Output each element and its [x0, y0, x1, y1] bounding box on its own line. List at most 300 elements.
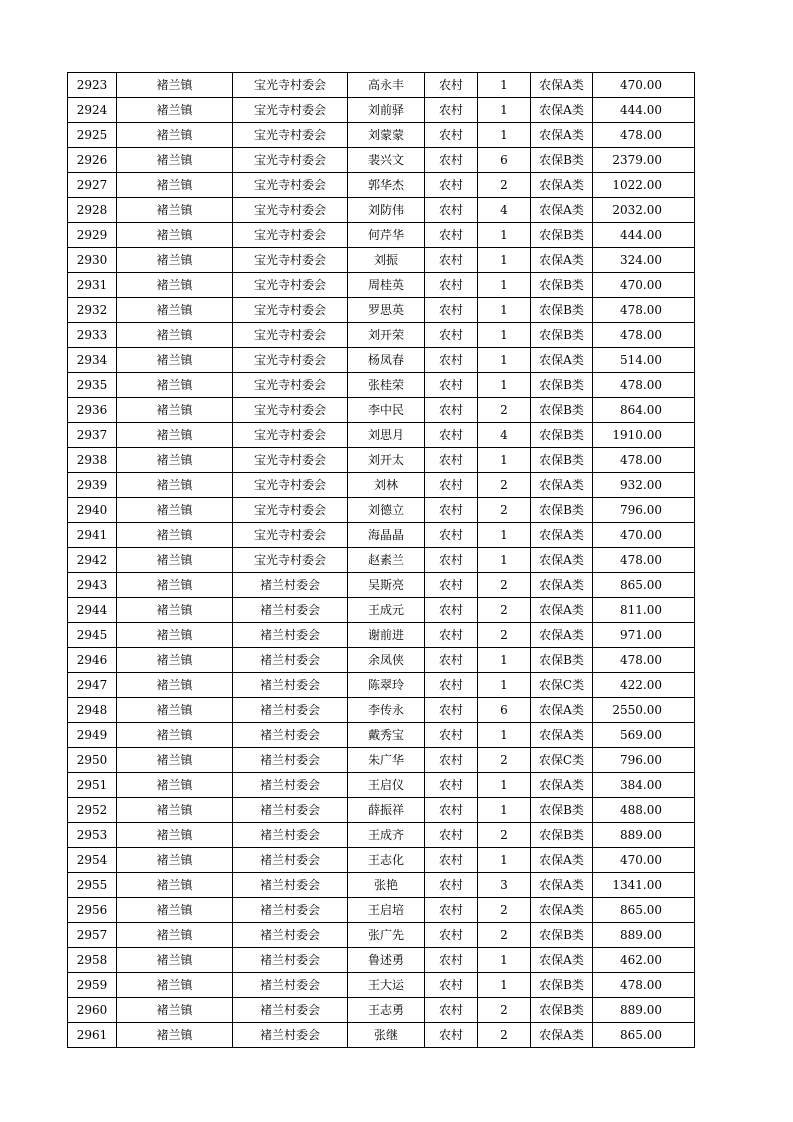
household-type-cell: 农村: [425, 848, 478, 873]
amount-cell: 470.00: [593, 523, 695, 548]
table-row: [68, 123, 695, 148]
serial-number-cell: 2947: [68, 673, 117, 698]
category-cell: 农保B类: [531, 323, 593, 348]
amount-cell: 796.00: [593, 498, 695, 523]
table-row: [68, 623, 695, 648]
person-count-cell: 2: [478, 623, 531, 648]
category-cell: 农保A类: [531, 198, 593, 223]
amount-cell: 488.00: [593, 798, 695, 823]
village-committee-cell: 宝光寺村委会: [233, 398, 348, 423]
amount-cell: 514.00: [593, 348, 695, 373]
table-row: [68, 848, 695, 873]
town-cell: 褚兰镇: [117, 423, 233, 448]
category-cell: 农保B类: [531, 923, 593, 948]
table-row: [68, 323, 695, 348]
serial-number-cell: 2959: [68, 973, 117, 998]
village-committee-cell: 宝光寺村委会: [233, 173, 348, 198]
category-cell: 农保A类: [531, 898, 593, 923]
amount-cell: 478.00: [593, 548, 695, 573]
village-committee-cell: 褚兰村委会: [233, 1023, 348, 1048]
table-row: [68, 73, 695, 98]
person-count-cell: 2: [478, 598, 531, 623]
serial-number-cell: 2950: [68, 748, 117, 773]
table-row: [68, 173, 695, 198]
person-count-cell: 1: [478, 348, 531, 373]
serial-number-cell: 2956: [68, 898, 117, 923]
person-count-cell: 1: [478, 948, 531, 973]
amount-cell: 1910.00: [593, 423, 695, 448]
town-cell: 褚兰镇: [117, 998, 233, 1023]
person-count-cell: 2: [478, 398, 531, 423]
name-cell: 王启培: [348, 898, 425, 923]
table-row: [68, 498, 695, 523]
person-count-cell: 1: [478, 73, 531, 98]
village-committee-cell: 宝光寺村委会: [233, 248, 348, 273]
town-cell: 褚兰镇: [117, 473, 233, 498]
serial-number-cell: 2948: [68, 698, 117, 723]
town-cell: 褚兰镇: [117, 673, 233, 698]
town-cell: 褚兰镇: [117, 448, 233, 473]
category-cell: 农保B类: [531, 998, 593, 1023]
village-committee-cell: 褚兰村委会: [233, 723, 348, 748]
table-row: [68, 448, 695, 473]
category-cell: 农保B类: [531, 448, 593, 473]
town-cell: 褚兰镇: [117, 573, 233, 598]
amount-cell: 864.00: [593, 398, 695, 423]
serial-number-cell: 2960: [68, 998, 117, 1023]
table-row: [68, 898, 695, 923]
category-cell: 农保B类: [531, 398, 593, 423]
name-cell: 赵素兰: [348, 548, 425, 573]
person-count-cell: 1: [478, 773, 531, 798]
town-cell: 褚兰镇: [117, 923, 233, 948]
serial-number-cell: 2946: [68, 648, 117, 673]
person-count-cell: 3: [478, 873, 531, 898]
category-cell: 农保A类: [531, 348, 593, 373]
name-cell: 王启仪: [348, 773, 425, 798]
village-committee-cell: 宝光寺村委会: [233, 423, 348, 448]
village-committee-cell: 褚兰村委会: [233, 623, 348, 648]
town-cell: 褚兰镇: [117, 798, 233, 823]
table-row: [68, 673, 695, 698]
table-row: [68, 273, 695, 298]
village-committee-cell: 褚兰村委会: [233, 873, 348, 898]
village-committee-cell: 宝光寺村委会: [233, 198, 348, 223]
person-count-cell: 1: [478, 373, 531, 398]
serial-number-cell: 2927: [68, 173, 117, 198]
name-cell: 张桂荣: [348, 373, 425, 398]
serial-number-cell: 2933: [68, 323, 117, 348]
amount-cell: 478.00: [593, 298, 695, 323]
town-cell: 褚兰镇: [117, 698, 233, 723]
amount-cell: 865.00: [593, 573, 695, 598]
person-count-cell: 1: [478, 273, 531, 298]
town-cell: 褚兰镇: [117, 173, 233, 198]
village-committee-cell: 宝光寺村委会: [233, 498, 348, 523]
person-count-cell: 1: [478, 648, 531, 673]
table-row: [68, 223, 695, 248]
household-type-cell: 农村: [425, 698, 478, 723]
name-cell: 罗思英: [348, 298, 425, 323]
person-count-cell: 2: [478, 573, 531, 598]
category-cell: 农保A类: [531, 98, 593, 123]
amount-cell: 478.00: [593, 323, 695, 348]
name-cell: 刘开太: [348, 448, 425, 473]
village-committee-cell: 宝光寺村委会: [233, 548, 348, 573]
table-row: [68, 648, 695, 673]
category-cell: 农保B类: [531, 148, 593, 173]
name-cell: 王成齐: [348, 823, 425, 848]
town-cell: 褚兰镇: [117, 823, 233, 848]
table-row: [68, 548, 695, 573]
town-cell: 褚兰镇: [117, 498, 233, 523]
name-cell: 谢前进: [348, 623, 425, 648]
table-row: [68, 748, 695, 773]
town-cell: 褚兰镇: [117, 148, 233, 173]
village-committee-cell: 宝光寺村委会: [233, 298, 348, 323]
amount-cell: 470.00: [593, 73, 695, 98]
amount-cell: 470.00: [593, 273, 695, 298]
amount-cell: 2032.00: [593, 198, 695, 223]
village-committee-cell: 褚兰村委会: [233, 698, 348, 723]
name-cell: 刘蒙蒙: [348, 123, 425, 148]
household-type-cell: 农村: [425, 673, 478, 698]
name-cell: 何芹华: [348, 223, 425, 248]
serial-number-cell: 2941: [68, 523, 117, 548]
category-cell: 农保A类: [531, 773, 593, 798]
amount-cell: 384.00: [593, 773, 695, 798]
household-type-cell: 农村: [425, 498, 478, 523]
name-cell: 余凤侠: [348, 648, 425, 673]
town-cell: 褚兰镇: [117, 773, 233, 798]
table-row: [68, 698, 695, 723]
household-type-cell: 农村: [425, 473, 478, 498]
serial-number-cell: 2923: [68, 73, 117, 98]
household-type-cell: 农村: [425, 248, 478, 273]
name-cell: 裴兴文: [348, 148, 425, 173]
person-count-cell: 2: [478, 823, 531, 848]
amount-cell: 478.00: [593, 973, 695, 998]
category-cell: 农保B类: [531, 498, 593, 523]
person-count-cell: 1: [478, 673, 531, 698]
serial-number-cell: 2961: [68, 1023, 117, 1048]
household-type-cell: 农村: [425, 723, 478, 748]
person-count-cell: 2: [478, 173, 531, 198]
category-cell: 农保A类: [531, 548, 593, 573]
town-cell: 褚兰镇: [117, 98, 233, 123]
table-row: [68, 598, 695, 623]
name-cell: 张继: [348, 1023, 425, 1048]
serial-number-cell: 2926: [68, 148, 117, 173]
town-cell: 褚兰镇: [117, 123, 233, 148]
town-cell: 褚兰镇: [117, 223, 233, 248]
person-count-cell: 1: [478, 848, 531, 873]
amount-cell: 444.00: [593, 223, 695, 248]
category-cell: 农保A类: [531, 248, 593, 273]
name-cell: 李中民: [348, 398, 425, 423]
person-count-cell: 2: [478, 998, 531, 1023]
category-cell: 农保A类: [531, 473, 593, 498]
household-type-cell: 农村: [425, 398, 478, 423]
category-cell: 农保A类: [531, 698, 593, 723]
serial-number-cell: 2932: [68, 298, 117, 323]
name-cell: 刘德立: [348, 498, 425, 523]
name-cell: 薛振祥: [348, 798, 425, 823]
town-cell: 褚兰镇: [117, 398, 233, 423]
serial-number-cell: 2929: [68, 223, 117, 248]
household-type-cell: 农村: [425, 348, 478, 373]
name-cell: 陈翠玲: [348, 673, 425, 698]
household-type-cell: 农村: [425, 173, 478, 198]
person-count-cell: 1: [478, 123, 531, 148]
person-count-cell: 2: [478, 1023, 531, 1048]
village-committee-cell: 宝光寺村委会: [233, 448, 348, 473]
village-committee-cell: 褚兰村委会: [233, 998, 348, 1023]
person-count-cell: 6: [478, 148, 531, 173]
table-row: [68, 773, 695, 798]
category-cell: 农保A类: [531, 173, 593, 198]
amount-cell: 462.00: [593, 948, 695, 973]
village-committee-cell: 宝光寺村委会: [233, 473, 348, 498]
amount-cell: 932.00: [593, 473, 695, 498]
town-cell: 褚兰镇: [117, 723, 233, 748]
name-cell: 王大运: [348, 973, 425, 998]
amount-cell: 889.00: [593, 998, 695, 1023]
serial-number-cell: 2936: [68, 398, 117, 423]
amount-cell: 324.00: [593, 248, 695, 273]
amount-cell: 422.00: [593, 673, 695, 698]
person-count-cell: 6: [478, 698, 531, 723]
household-type-cell: 农村: [425, 73, 478, 98]
category-cell: 农保B类: [531, 823, 593, 848]
table-row: [68, 298, 695, 323]
name-cell: 刘开荣: [348, 323, 425, 348]
serial-number-cell: 2942: [68, 548, 117, 573]
town-cell: 褚兰镇: [117, 648, 233, 673]
name-cell: 张广先: [348, 923, 425, 948]
village-committee-cell: 宝光寺村委会: [233, 123, 348, 148]
table-row: [68, 248, 695, 273]
serial-number-cell: 2958: [68, 948, 117, 973]
serial-number-cell: 2951: [68, 773, 117, 798]
name-cell: 杨凤春: [348, 348, 425, 373]
category-cell: 农保C类: [531, 748, 593, 773]
household-type-cell: 农村: [425, 198, 478, 223]
town-cell: 褚兰镇: [117, 1023, 233, 1048]
town-cell: 褚兰镇: [117, 73, 233, 98]
town-cell: 褚兰镇: [117, 373, 233, 398]
household-type-cell: 农村: [425, 948, 478, 973]
roster-body: [68, 73, 695, 1048]
serial-number-cell: 2955: [68, 873, 117, 898]
amount-cell: 478.00: [593, 448, 695, 473]
amount-cell: 865.00: [593, 898, 695, 923]
village-committee-cell: 宝光寺村委会: [233, 373, 348, 398]
person-count-cell: 1: [478, 223, 531, 248]
household-type-cell: 农村: [425, 598, 478, 623]
category-cell: 农保A类: [531, 73, 593, 98]
person-count-cell: 1: [478, 973, 531, 998]
village-committee-cell: 宝光寺村委会: [233, 348, 348, 373]
person-count-cell: 2: [478, 898, 531, 923]
household-type-cell: 农村: [425, 1023, 478, 1048]
village-committee-cell: 宝光寺村委会: [233, 323, 348, 348]
name-cell: 朱广华: [348, 748, 425, 773]
roster-table: [67, 72, 695, 1048]
town-cell: 褚兰镇: [117, 623, 233, 648]
category-cell: 农保A类: [531, 1023, 593, 1048]
person-count-cell: 1: [478, 523, 531, 548]
household-type-cell: 农村: [425, 873, 478, 898]
serial-number-cell: 2931: [68, 273, 117, 298]
category-cell: 农保A类: [531, 598, 593, 623]
table-row: [68, 523, 695, 548]
serial-number-cell: 2954: [68, 848, 117, 873]
category-cell: 农保B类: [531, 423, 593, 448]
table-row: [68, 823, 695, 848]
table-row: [68, 798, 695, 823]
village-committee-cell: 宝光寺村委会: [233, 148, 348, 173]
household-type-cell: 农村: [425, 298, 478, 323]
table-row: [68, 373, 695, 398]
person-count-cell: 1: [478, 323, 531, 348]
village-committee-cell: 宝光寺村委会: [233, 273, 348, 298]
town-cell: 褚兰镇: [117, 523, 233, 548]
town-cell: 褚兰镇: [117, 973, 233, 998]
person-count-cell: 4: [478, 198, 531, 223]
category-cell: 农保B类: [531, 298, 593, 323]
household-type-cell: 农村: [425, 223, 478, 248]
town-cell: 褚兰镇: [117, 323, 233, 348]
household-type-cell: 农村: [425, 798, 478, 823]
village-committee-cell: 褚兰村委会: [233, 798, 348, 823]
household-type-cell: 农村: [425, 548, 478, 573]
name-cell: 张艳: [348, 873, 425, 898]
category-cell: 农保A类: [531, 848, 593, 873]
person-count-cell: 1: [478, 98, 531, 123]
serial-number-cell: 2952: [68, 798, 117, 823]
village-committee-cell: 褚兰村委会: [233, 573, 348, 598]
category-cell: 农保A类: [531, 873, 593, 898]
person-count-cell: 4: [478, 423, 531, 448]
person-count-cell: 1: [478, 248, 531, 273]
town-cell: 褚兰镇: [117, 848, 233, 873]
serial-number-cell: 2944: [68, 598, 117, 623]
name-cell: 高永丰: [348, 73, 425, 98]
person-count-cell: 2: [478, 923, 531, 948]
person-count-cell: 1: [478, 548, 531, 573]
village-committee-cell: 褚兰村委会: [233, 748, 348, 773]
person-count-cell: 1: [478, 798, 531, 823]
serial-number-cell: 2949: [68, 723, 117, 748]
household-type-cell: 农村: [425, 998, 478, 1023]
name-cell: 戴秀宝: [348, 723, 425, 748]
table-row: [68, 198, 695, 223]
amount-cell: 478.00: [593, 123, 695, 148]
table-row: [68, 348, 695, 373]
category-cell: 农保A类: [531, 523, 593, 548]
table-row: [68, 98, 695, 123]
town-cell: 褚兰镇: [117, 598, 233, 623]
household-type-cell: 农村: [425, 623, 478, 648]
village-committee-cell: 褚兰村委会: [233, 823, 348, 848]
category-cell: 农保A类: [531, 623, 593, 648]
household-type-cell: 农村: [425, 923, 478, 948]
village-committee-cell: 褚兰村委会: [233, 923, 348, 948]
name-cell: 王志勇: [348, 998, 425, 1023]
town-cell: 褚兰镇: [117, 748, 233, 773]
amount-cell: 478.00: [593, 373, 695, 398]
serial-number-cell: 2953: [68, 823, 117, 848]
household-type-cell: 农村: [425, 523, 478, 548]
village-committee-cell: 宝光寺村委会: [233, 98, 348, 123]
category-cell: 农保B类: [531, 373, 593, 398]
category-cell: 农保B类: [531, 648, 593, 673]
household-type-cell: 农村: [425, 323, 478, 348]
table-row: [68, 873, 695, 898]
serial-number-cell: 2943: [68, 573, 117, 598]
village-committee-cell: 褚兰村委会: [233, 948, 348, 973]
town-cell: 褚兰镇: [117, 198, 233, 223]
serial-number-cell: 2935: [68, 373, 117, 398]
name-cell: 李传永: [348, 698, 425, 723]
name-cell: 刘林: [348, 473, 425, 498]
town-cell: 褚兰镇: [117, 298, 233, 323]
household-type-cell: 农村: [425, 273, 478, 298]
table-row: [68, 948, 695, 973]
table-row: [68, 573, 695, 598]
town-cell: 褚兰镇: [117, 548, 233, 573]
village-committee-cell: 褚兰村委会: [233, 973, 348, 998]
household-type-cell: 农村: [425, 423, 478, 448]
table-row: [68, 723, 695, 748]
name-cell: 吴斯亮: [348, 573, 425, 598]
amount-cell: 865.00: [593, 1023, 695, 1048]
person-count-cell: 1: [478, 723, 531, 748]
serial-number-cell: 2957: [68, 923, 117, 948]
household-type-cell: 农村: [425, 823, 478, 848]
amount-cell: 971.00: [593, 623, 695, 648]
serial-number-cell: 2938: [68, 448, 117, 473]
table-row: [68, 923, 695, 948]
person-count-cell: 2: [478, 748, 531, 773]
amount-cell: 889.00: [593, 823, 695, 848]
name-cell: 鲁述勇: [348, 948, 425, 973]
village-committee-cell: 宝光寺村委会: [233, 73, 348, 98]
household-type-cell: 农村: [425, 373, 478, 398]
category-cell: 农保B类: [531, 223, 593, 248]
household-type-cell: 农村: [425, 448, 478, 473]
table-row: [68, 973, 695, 998]
person-count-cell: 2: [478, 498, 531, 523]
category-cell: 农保A类: [531, 948, 593, 973]
town-cell: 褚兰镇: [117, 273, 233, 298]
town-cell: 褚兰镇: [117, 248, 233, 273]
amount-cell: 444.00: [593, 98, 695, 123]
table-row: [68, 398, 695, 423]
name-cell: 刘防伟: [348, 198, 425, 223]
household-type-cell: 农村: [425, 748, 478, 773]
category-cell: 农保A类: [531, 123, 593, 148]
village-committee-cell: 褚兰村委会: [233, 648, 348, 673]
village-committee-cell: 宝光寺村委会: [233, 223, 348, 248]
town-cell: 褚兰镇: [117, 898, 233, 923]
serial-number-cell: 2934: [68, 348, 117, 373]
household-type-cell: 农村: [425, 98, 478, 123]
serial-number-cell: 2925: [68, 123, 117, 148]
serial-number-cell: 2930: [68, 248, 117, 273]
person-count-cell: 1: [478, 298, 531, 323]
